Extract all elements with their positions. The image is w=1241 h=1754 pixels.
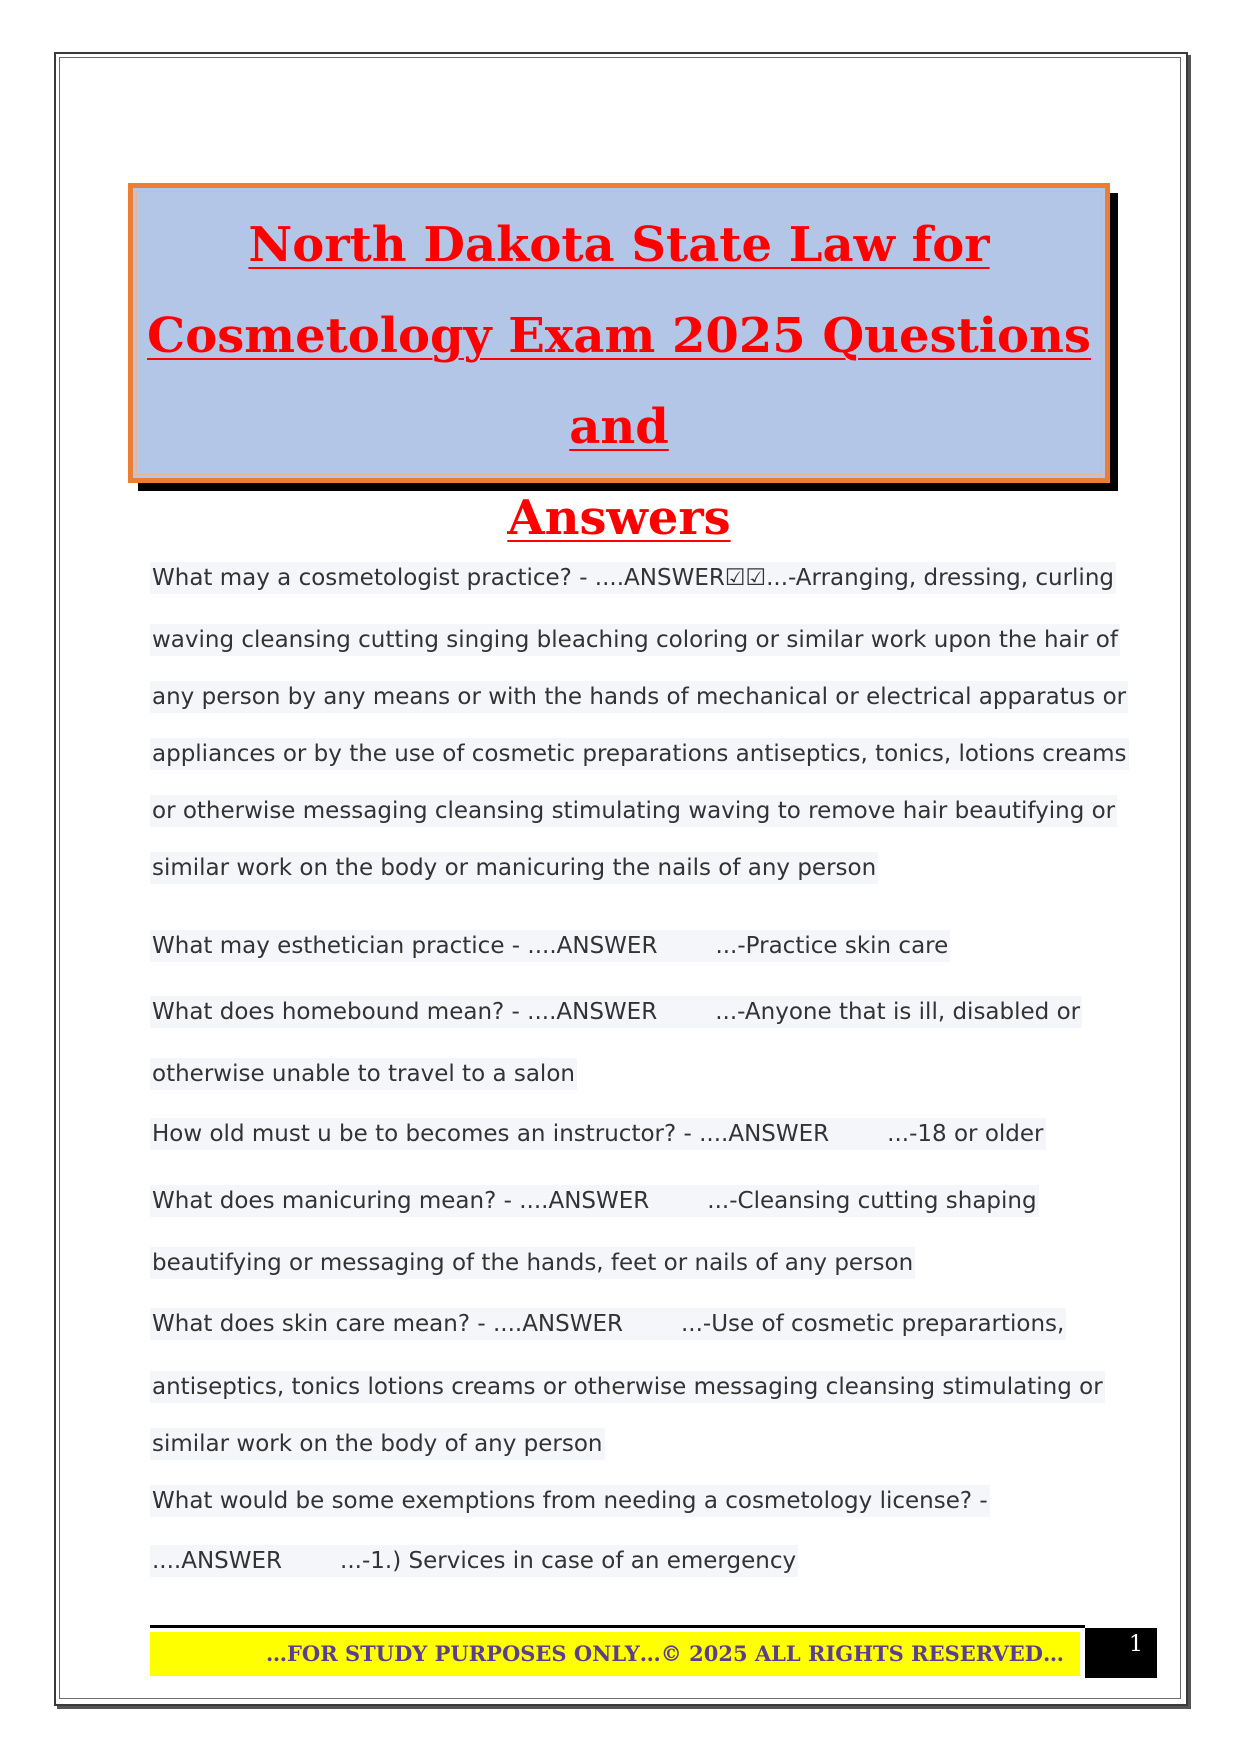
qa-answer: ...-1.) Services in case of an emergency [340,1548,797,1574]
qa-answer-line: similar work on the body of any person [150,1428,605,1460]
qa-question: What would be some exemptions from needing a cosmetology license? - [150,1485,990,1517]
document-title [133,200,1105,564]
qa-answer-line: similar work on the body or manicuring the nails of any person [150,852,878,884]
qa-question: What does manicuring mean? - ....ANSWER [152,1188,650,1214]
page-number: 1 [1085,1628,1157,1678]
footer-rule [150,1625,1085,1628]
footer-notice: …FOR STUDY PURPOSES ONLY…© 2025 ALL RIGHTS RESERVED… [150,1632,1080,1676]
qa-answer-line: antiseptics, tonics lotions creams or otherwise messaging cleansing stimulating or [150,1371,1105,1403]
title-line-2: Cosmetology Exam 2025 Questions and [147,308,1091,455]
qa-answer-line: otherwise unable to travel to a salon [150,1058,577,1090]
qa-item [150,1308,1066,1340]
qa-item [150,930,950,962]
qa-question: What may esthetician practice - ....ANSWER [152,933,658,959]
qa-question: How old must u be to becomes an instructor? - ....ANSWER [152,1121,830,1147]
qa-answer-line: beautifying or messaging of the hands, feet or nails of any person [150,1247,915,1279]
qa-answer-line: appliances or by the use of cosmetic preparations antiseptics, tonics, lotions creams [150,738,1129,770]
qa-question: What does skin care mean? - ....ANSWER [152,1311,623,1337]
qa-answer: ...-18 or older [887,1121,1044,1147]
title-box [128,183,1110,546]
title-line-1: North Dakota State Law for [248,217,990,273]
qa-answer-line: any person by any means or with the hands of mechanical or electrical apparatus or [150,681,1128,713]
qa-answer: ...-Cleansing cutting shaping [707,1188,1037,1214]
qa-item [150,1185,1039,1217]
qa-question: What may a cosmetologist practice? - ....ANSWER☑☑...-Arranging, dressing, curling [150,562,1116,594]
qa-answer: ...-Anyone that is ill, disabled or [715,999,1081,1025]
qa-answer: ...-Practice skin care [715,933,949,959]
qa-item [150,1118,1046,1150]
qa-item [150,996,1082,1028]
qa-answer-line: or otherwise messaging cleansing stimulating waving to remove hair beautifying or [150,795,1117,827]
title-line-3: Answers [507,490,731,546]
qa-answer-label: ....ANSWER [152,1548,283,1574]
qa-answer-line: waving cleansing cutting singing bleaching coloring or similar work upon the hair of [150,624,1120,656]
qa-item [150,1545,798,1577]
qa-question: What does homebound mean? - ....ANSWER [152,999,658,1025]
qa-answer: ...-Use of cosmetic preparartions, [680,1311,1065,1337]
